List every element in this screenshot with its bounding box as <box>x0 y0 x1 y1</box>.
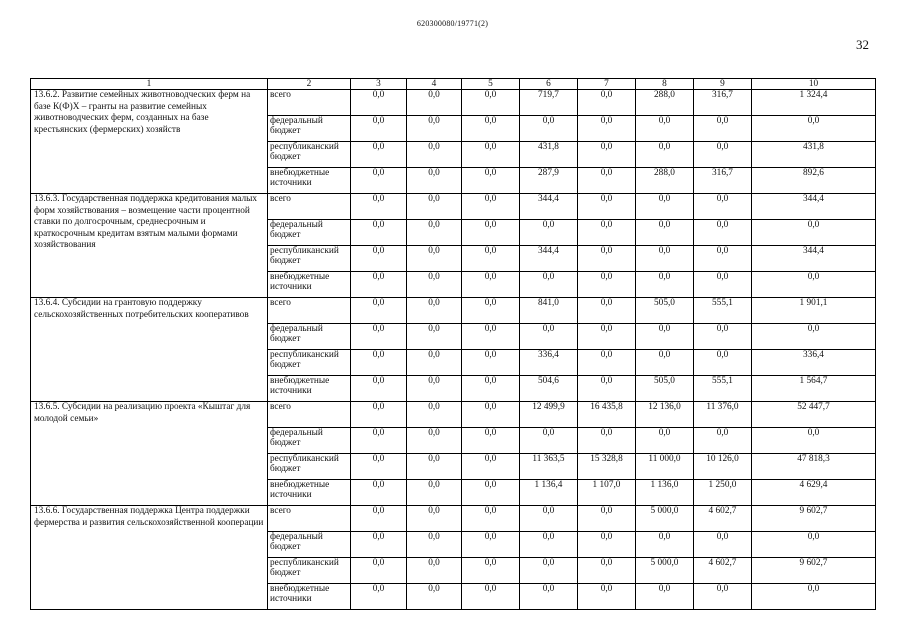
value-cell: 0,0 <box>462 142 520 168</box>
value-cell: 0,0 <box>407 90 462 116</box>
value-cell: 0,0 <box>351 168 407 194</box>
value-cell: 0,0 <box>351 558 407 584</box>
value-cell: 0,0 <box>351 90 407 116</box>
value-cell: 287,9 <box>520 168 578 194</box>
value-cell: 505,0 <box>636 376 694 402</box>
value-cell: 0,0 <box>407 454 462 480</box>
value-cell: 0,0 <box>462 90 520 116</box>
value-cell: 0,0 <box>578 584 636 610</box>
value-cell: 0,0 <box>462 584 520 610</box>
value-cell: 0,0 <box>351 454 407 480</box>
value-cell: 0,0 <box>694 116 752 142</box>
value-cell: 15 328,8 <box>578 454 636 480</box>
header-row <box>31 79 876 90</box>
value-cell: 431,8 <box>520 142 578 168</box>
funding-source: федеральный бюджет <box>268 532 351 558</box>
value-cell: 47 818,3 <box>752 454 876 480</box>
column-header: 3 <box>351 79 407 90</box>
value-cell: 0,0 <box>578 194 636 220</box>
section-name: 13.6.4. Субсидии на грантовую поддержку сельскохозяйственных потребительских кооперативов <box>31 298 268 402</box>
value-cell: 0,0 <box>636 116 694 142</box>
value-cell: 0,0 <box>578 272 636 298</box>
value-cell: 0,0 <box>407 194 462 220</box>
value-cell: 0,0 <box>407 558 462 584</box>
value-cell: 0,0 <box>351 246 407 272</box>
document-code: 620300080/19771(2) <box>416 19 489 28</box>
value-cell: 0,0 <box>462 220 520 246</box>
value-cell: 0,0 <box>351 142 407 168</box>
value-cell: 0,0 <box>407 246 462 272</box>
value-cell: 0,0 <box>578 246 636 272</box>
value-cell: 0,0 <box>351 584 407 610</box>
table-row <box>31 298 876 324</box>
value-cell: 0,0 <box>694 350 752 376</box>
value-cell: 0,0 <box>636 350 694 376</box>
value-cell: 0,0 <box>407 584 462 610</box>
column-header: 2 <box>268 79 351 90</box>
value-cell: 0,0 <box>752 220 876 246</box>
value-cell: 0,0 <box>636 428 694 454</box>
value-cell: 4 602,7 <box>694 506 752 532</box>
value-cell: 0,0 <box>520 506 578 532</box>
value-cell: 316,7 <box>694 90 752 116</box>
value-cell: 1 564,7 <box>752 376 876 402</box>
funding-source: внебюджетные источники <box>268 272 351 298</box>
value-cell: 0,0 <box>520 220 578 246</box>
table-row <box>31 90 876 116</box>
funding-source: внебюджетные источники <box>268 376 351 402</box>
value-cell: 1 107,0 <box>578 480 636 506</box>
value-cell: 0,0 <box>636 246 694 272</box>
value-cell: 0,0 <box>520 558 578 584</box>
value-cell: 0,0 <box>462 272 520 298</box>
value-cell: 5 000,0 <box>636 506 694 532</box>
value-cell: 0,0 <box>351 220 407 246</box>
value-cell: 0,0 <box>351 324 407 350</box>
value-cell: 336,4 <box>520 350 578 376</box>
value-cell: 0,0 <box>407 428 462 454</box>
value-cell: 0,0 <box>636 324 694 350</box>
value-cell: 0,0 <box>520 116 578 142</box>
table-row <box>31 402 876 428</box>
value-cell: 0,0 <box>462 532 520 558</box>
value-cell: 0,0 <box>407 220 462 246</box>
value-cell: 1 136,0 <box>636 480 694 506</box>
section-name: 13.6.5. Субсидии на реализацию проекта «Кыштаг для молодой семьи» <box>31 402 268 506</box>
funding-source: федеральный бюджет <box>268 116 351 142</box>
column-header: 9 <box>694 79 752 90</box>
value-cell: 0,0 <box>636 142 694 168</box>
value-cell: 0,0 <box>694 194 752 220</box>
value-cell: 9 602,7 <box>752 558 876 584</box>
value-cell: 0,0 <box>578 220 636 246</box>
value-cell: 0,0 <box>462 350 520 376</box>
value-cell: 841,0 <box>520 298 578 324</box>
value-cell: 0,0 <box>407 324 462 350</box>
value-cell: 0,0 <box>462 558 520 584</box>
value-cell: 0,0 <box>578 350 636 376</box>
column-header: 1 <box>31 79 268 90</box>
value-cell: 0,0 <box>520 428 578 454</box>
funding-source: всего <box>268 298 351 324</box>
value-cell: 0,0 <box>520 532 578 558</box>
funding-source: республиканский бюджет <box>268 558 351 584</box>
value-cell: 0,0 <box>636 272 694 298</box>
value-cell: 0,0 <box>694 324 752 350</box>
value-cell: 0,0 <box>351 116 407 142</box>
value-cell: 0,0 <box>636 220 694 246</box>
value-cell: 0,0 <box>694 142 752 168</box>
value-cell: 555,1 <box>694 298 752 324</box>
value-cell: 0,0 <box>407 376 462 402</box>
section-name: 13.6.2. Развитие семейных животноводческих ферм на базе К(Ф)Х – гранты на развитие семейных животноводческих ферм, созданных на базе крестьянских (фермерских) хозяйств <box>31 90 268 194</box>
value-cell: 0,0 <box>520 272 578 298</box>
value-cell: 0,0 <box>407 402 462 428</box>
value-cell: 9 602,7 <box>752 506 876 532</box>
value-cell: 0,0 <box>407 350 462 376</box>
value-cell: 0,0 <box>752 532 876 558</box>
value-cell: 0,0 <box>351 402 407 428</box>
value-cell: 0,0 <box>462 168 520 194</box>
value-cell: 0,0 <box>351 480 407 506</box>
value-cell: 892,6 <box>752 168 876 194</box>
funding-source: всего <box>268 90 351 116</box>
value-cell: 0,0 <box>351 350 407 376</box>
value-cell: 11 000,0 <box>636 454 694 480</box>
value-cell: 0,0 <box>636 584 694 610</box>
value-cell: 505,0 <box>636 298 694 324</box>
value-cell: 0,0 <box>462 480 520 506</box>
value-cell: 10 126,0 <box>694 454 752 480</box>
value-cell: 5 000,0 <box>636 558 694 584</box>
value-cell: 0,0 <box>694 272 752 298</box>
value-cell: 0,0 <box>351 428 407 454</box>
column-header: 10 <box>752 79 876 90</box>
value-cell: 0,0 <box>752 272 876 298</box>
value-cell: 1 324,4 <box>752 90 876 116</box>
column-header: 6 <box>520 79 578 90</box>
value-cell: 12 499,9 <box>520 402 578 428</box>
value-cell: 431,8 <box>752 142 876 168</box>
value-cell: 0,0 <box>462 402 520 428</box>
value-cell: 0,0 <box>694 532 752 558</box>
value-cell: 11 363,5 <box>520 454 578 480</box>
value-cell: 0,0 <box>694 584 752 610</box>
funding-source: республиканский бюджет <box>268 454 351 480</box>
value-cell: 0,0 <box>578 142 636 168</box>
value-cell: 0,0 <box>351 272 407 298</box>
funding-source: внебюджетные источники <box>268 480 351 506</box>
value-cell: 52 447,7 <box>752 402 876 428</box>
value-cell: 0,0 <box>351 194 407 220</box>
value-cell: 0,0 <box>462 116 520 142</box>
value-cell: 0,0 <box>578 168 636 194</box>
value-cell: 0,0 <box>462 454 520 480</box>
value-cell: 0,0 <box>462 324 520 350</box>
value-cell: 11 376,0 <box>694 402 752 428</box>
funding-source: республиканский бюджет <box>268 246 351 272</box>
value-cell: 316,7 <box>694 168 752 194</box>
value-cell: 0,0 <box>351 376 407 402</box>
funding-source: всего <box>268 506 351 532</box>
value-cell: 0,0 <box>407 142 462 168</box>
value-cell: 0,0 <box>462 428 520 454</box>
value-cell: 16 435,8 <box>578 402 636 428</box>
value-cell: 0,0 <box>752 324 876 350</box>
value-cell: 0,0 <box>578 558 636 584</box>
value-cell: 0,0 <box>407 506 462 532</box>
value-cell: 1 136,4 <box>520 480 578 506</box>
value-cell: 0,0 <box>407 272 462 298</box>
section-name: 13.6.6. Государственная поддержка Центра поддержки фермерства и развития сельскохозяйственной кооперации <box>31 506 268 610</box>
value-cell: 344,4 <box>752 194 876 220</box>
value-cell: 0,0 <box>520 324 578 350</box>
value-cell: 0,0 <box>520 584 578 610</box>
value-cell: 0,0 <box>752 428 876 454</box>
value-cell: 344,4 <box>752 246 876 272</box>
value-cell: 1 250,0 <box>694 480 752 506</box>
value-cell: 344,4 <box>520 246 578 272</box>
table-row <box>31 506 876 532</box>
value-cell: 0,0 <box>578 298 636 324</box>
funding-source: всего <box>268 402 351 428</box>
budget-table <box>30 78 876 610</box>
value-cell: 0,0 <box>462 298 520 324</box>
value-cell: 0,0 <box>407 298 462 324</box>
value-cell: 504,6 <box>520 376 578 402</box>
value-cell: 0,0 <box>462 246 520 272</box>
value-cell: 4 629,4 <box>752 480 876 506</box>
value-cell: 0,0 <box>752 116 876 142</box>
value-cell: 12 136,0 <box>636 402 694 428</box>
value-cell: 336,4 <box>752 350 876 376</box>
value-cell: 555,1 <box>694 376 752 402</box>
column-header: 4 <box>407 79 462 90</box>
funding-source: федеральный бюджет <box>268 324 351 350</box>
table-row <box>31 194 876 220</box>
value-cell: 0,0 <box>407 480 462 506</box>
value-cell: 0,0 <box>462 194 520 220</box>
funding-source: внебюджетные источники <box>268 584 351 610</box>
column-header: 8 <box>636 79 694 90</box>
value-cell: 0,0 <box>407 168 462 194</box>
value-cell: 288,0 <box>636 90 694 116</box>
value-cell: 0,0 <box>578 90 636 116</box>
value-cell: 0,0 <box>636 532 694 558</box>
section-name: 13.6.3. Государственная поддержка кредитования малых форм хозяйствования – возмещение части процентной ставки по долгосрочным, среднесрочным и краткосрочным кредитам взятым малыми формами хозяйствования <box>31 194 268 298</box>
value-cell: 0,0 <box>351 298 407 324</box>
value-cell: 0,0 <box>351 506 407 532</box>
value-cell: 0,0 <box>752 584 876 610</box>
column-header: 5 <box>462 79 520 90</box>
funding-source: федеральный бюджет <box>268 220 351 246</box>
value-cell: 0,0 <box>578 116 636 142</box>
funding-source: республиканский бюджет <box>268 142 351 168</box>
value-cell: 344,4 <box>520 194 578 220</box>
value-cell: 0,0 <box>578 532 636 558</box>
funding-source: внебюджетные источники <box>268 168 351 194</box>
value-cell: 0,0 <box>694 246 752 272</box>
value-cell: 1 901,1 <box>752 298 876 324</box>
funding-source: всего <box>268 194 351 220</box>
value-cell: 0,0 <box>578 376 636 402</box>
funding-source: республиканский бюджет <box>268 350 351 376</box>
value-cell: 0,0 <box>407 116 462 142</box>
value-cell: 0,0 <box>694 220 752 246</box>
value-cell: 0,0 <box>351 532 407 558</box>
value-cell: 0,0 <box>578 324 636 350</box>
funding-source: федеральный бюджет <box>268 428 351 454</box>
value-cell: 0,0 <box>462 506 520 532</box>
value-cell: 0,0 <box>407 532 462 558</box>
value-cell: 0,0 <box>578 506 636 532</box>
value-cell: 0,0 <box>578 428 636 454</box>
value-cell: 0,0 <box>636 194 694 220</box>
value-cell: 719,7 <box>520 90 578 116</box>
page-number: 32 <box>856 37 869 52</box>
value-cell: 0,0 <box>694 428 752 454</box>
value-cell: 288,0 <box>636 168 694 194</box>
value-cell: 0,0 <box>462 376 520 402</box>
column-header: 7 <box>578 79 636 90</box>
value-cell: 4 602,7 <box>694 558 752 584</box>
